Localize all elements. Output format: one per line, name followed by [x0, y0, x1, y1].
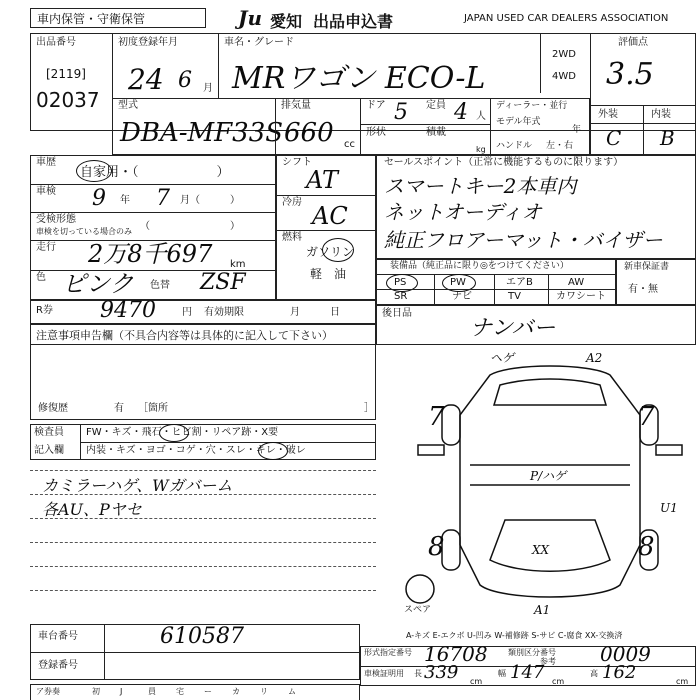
- type-label: 型式: [118, 100, 138, 111]
- exterior-label: 外装: [598, 109, 618, 120]
- storage-label-box: [30, 8, 206, 28]
- diagram-mark-5: P/ハゲ: [530, 469, 567, 483]
- bottom-label: ア券奏: [36, 687, 60, 696]
- inspector-row1: FW・キズ・飛石・ヒビ割・リペア跡・X要: [86, 427, 279, 438]
- repair-bracket: ［箇所: [138, 403, 168, 414]
- cert-ref: 参考: [540, 657, 556, 666]
- diagram-mark-3: 7: [428, 402, 445, 432]
- diagram-mark-4: 7: [638, 402, 655, 432]
- repair-value: 有: [114, 403, 124, 414]
- fuel-option-gasoline: ガソリン: [306, 245, 355, 259]
- bottom-item-3: 員: [148, 687, 156, 696]
- registration-year: 24: [128, 63, 164, 96]
- cert-label: 車検証明用: [364, 669, 404, 678]
- storage-label: 車内保管・守衛保管: [37, 12, 146, 26]
- shaken-month-unit: 月（ ）: [180, 195, 240, 206]
- damage-legend: A-キズ E-エクボ U-凹み W-補修跡 S-サビ C-腐食 XX-交換済: [406, 631, 623, 640]
- model-year-label: モデル年式: [496, 117, 541, 127]
- equip-ps: PS: [394, 277, 407, 288]
- shaken-label: 車検: [36, 186, 56, 197]
- door-value: 5: [394, 100, 408, 125]
- diagram-mark-6: 8: [428, 532, 445, 562]
- evaluation-score: 3.5: [606, 57, 654, 92]
- later-items-label: 後日品: [382, 308, 412, 319]
- capacity-value: 4: [454, 100, 468, 125]
- recycle-valid-label: 有効期限: [204, 307, 244, 318]
- diagram-mark-10: A1: [534, 603, 551, 617]
- capacity-unit: 人: [476, 111, 486, 122]
- load-unit: kg: [476, 145, 486, 154]
- org-name: 愛知: [270, 12, 303, 31]
- diagram-mark-2: A2: [586, 351, 603, 365]
- capacity-label: 定員: [426, 100, 446, 111]
- mileage-label: 走行: [36, 242, 56, 253]
- equip-airbag: エアB: [506, 277, 533, 288]
- chassis-label: 車台番号: [38, 631, 78, 642]
- bottom-item-4: 宅: [176, 687, 184, 696]
- shaken-month: 7: [156, 186, 170, 211]
- cert-class-label: 類別区分番号: [508, 648, 556, 657]
- cert-length-value: 339: [424, 662, 459, 683]
- exterior-grade: C: [606, 126, 622, 150]
- history-label: 車歴: [36, 157, 56, 168]
- equip-leather: カワシート: [556, 291, 606, 302]
- cert-width-value: 147: [510, 662, 545, 683]
- bottom-item-8: ム: [288, 687, 296, 696]
- bottom-item-5: ー: [204, 687, 212, 696]
- sales-points-label: セールスポイント（正常に機能するものに限ります）: [384, 157, 624, 168]
- equip-navi: ナビ: [452, 291, 472, 302]
- model-name-label: 車名・グレード: [224, 37, 294, 48]
- model-year-unit: 年: [572, 125, 582, 135]
- form-title: 出品申込書: [313, 12, 394, 31]
- shape-label: 形状: [366, 127, 386, 138]
- displacement-value: 660: [284, 118, 334, 148]
- registration-month-unit: 月: [203, 83, 213, 94]
- registration-no-label: 登録番号: [38, 660, 78, 671]
- warranty-label: 新車保証書: [624, 262, 670, 272]
- lot-bracket-number: [2119]: [46, 67, 86, 81]
- assoc-name: JAPAN USED CAR DEALERS ASSOCIATION: [464, 13, 669, 24]
- lot-label: 出品番号: [36, 37, 76, 48]
- recycle-valid-unit: 月 日: [290, 307, 340, 318]
- cert-format-value: 16708: [424, 642, 488, 666]
- handle-label: ハンドル: [496, 141, 533, 151]
- received-form-label: 受検形態: [36, 214, 76, 225]
- displacement-label: 排気量: [281, 100, 311, 111]
- cert-height-unit: cm: [676, 677, 689, 686]
- color-value: ピンク: [62, 270, 134, 298]
- inspector-label: 検査員: [34, 427, 64, 438]
- fuel-label: 燃料: [282, 232, 302, 243]
- history-value: 自家用・（ ）: [80, 165, 230, 180]
- color-code: ZSF: [200, 270, 246, 295]
- warranty-value: 有・無: [628, 284, 658, 295]
- cert-format-label: 形式指定番号: [364, 648, 412, 657]
- displacement-unit: cc: [344, 139, 355, 150]
- diagram-mark-7: 8: [638, 532, 655, 562]
- shift-label: シフト: [282, 157, 312, 168]
- shaken-year-unit: 年: [120, 195, 130, 206]
- inspector-row2: 内装・キズ・ヨゴ・コゲ・穴・スレ・キレ・破レ: [86, 445, 306, 456]
- shift-value: AT: [306, 166, 339, 194]
- mileage-unit: km: [230, 259, 246, 270]
- diagram-mark-8: XX: [532, 543, 550, 557]
- recycle-label: R券: [36, 305, 53, 316]
- bottom-item-6: カ: [232, 687, 240, 696]
- cert-length-unit: cm: [470, 677, 483, 686]
- car-diagram: [400, 345, 696, 621]
- inspector-row2-label: 記入欄: [34, 445, 64, 456]
- color-label: 色: [36, 272, 46, 283]
- cert-height-value: 162: [602, 662, 637, 683]
- repair-bracket-end: ］: [364, 403, 374, 414]
- registration-label: 初度登録年月: [118, 37, 178, 48]
- equipment-label: 装備品（純正品に限り◎をつけてください）: [390, 261, 569, 271]
- bottom-item-7: リ: [260, 687, 268, 696]
- bottom-item-1: 初: [92, 687, 100, 696]
- interior-label: 内装: [651, 109, 671, 120]
- cert-class-value: 0009: [600, 642, 651, 666]
- inspector-note-2: 各AU、Pヤセ: [42, 500, 142, 519]
- equip-pw: PW: [450, 277, 466, 288]
- received-form-paren: （ ）: [140, 221, 240, 232]
- ju-logo: Ju: [238, 6, 263, 30]
- repair-label: 修復歴: [38, 403, 68, 414]
- cert-length-label: 長: [414, 669, 422, 678]
- type-value: DBA-MF33S: [120, 118, 284, 148]
- sales-point-2: ネットオーディオ: [384, 200, 542, 224]
- chassis-value: 610587: [160, 624, 244, 649]
- cert-height-label: 高: [590, 669, 598, 678]
- equip-sr: SR: [394, 291, 408, 302]
- handle-options: 左・右: [546, 141, 574, 151]
- aircon-value: AC: [312, 202, 348, 230]
- evaluation-label: 評価点: [618, 37, 648, 48]
- lot-number: 02037: [36, 88, 100, 112]
- cert-width-unit: cm: [552, 677, 565, 686]
- color-code-label: 色替: [150, 280, 170, 291]
- bottom-item-2: J: [120, 687, 123, 696]
- dealer-label: ディーラー・並行: [496, 101, 568, 111]
- later-items-value: ナンバー: [470, 316, 556, 341]
- drive-2wd: 2WD: [552, 49, 576, 60]
- model-name-value: MRワゴン ECO-L: [232, 61, 486, 96]
- notes-label: 注意事項申告欄（不具合内容等は具体的に記入して下さい）: [36, 329, 333, 342]
- equip-aw: AW: [568, 277, 585, 288]
- sales-point-3: 純正フロアーマット・バイザー: [384, 228, 663, 252]
- inspector-stone-circle: [159, 424, 189, 442]
- equip-tv: TV: [508, 291, 521, 302]
- interior-grade: B: [660, 126, 675, 150]
- mileage-value: 2万8千697: [88, 240, 213, 268]
- registration-month: 6: [178, 68, 192, 93]
- received-form-sub: 車検を切っている場合のみ: [36, 227, 132, 236]
- load-label: 積載: [426, 127, 446, 138]
- recycle-unit: 円: [182, 307, 192, 318]
- drive-4wd: 4WD: [552, 71, 576, 82]
- diagram-mark-9: U1: [660, 501, 678, 515]
- recycle-value: 9470: [100, 298, 156, 323]
- shaken-year: 9: [92, 186, 106, 211]
- sales-point-1: スマートキー2本車内: [384, 174, 577, 198]
- diagram-mark-1: ヘゲ: [490, 351, 515, 365]
- door-label: ドア: [366, 100, 386, 111]
- history-circle-mark: [76, 160, 112, 182]
- spare-label: スペア: [404, 605, 432, 615]
- fuel-circle-mark: [322, 238, 354, 262]
- aircon-label: 冷房: [282, 197, 302, 208]
- inspector-note-1: カミラーハゲ、Wガバーム: [42, 476, 233, 495]
- cert-width-label: 幅: [498, 669, 506, 678]
- fuel-option-diesel: 軽 油: [310, 267, 347, 281]
- inspector-wear-circle: [258, 442, 288, 460]
